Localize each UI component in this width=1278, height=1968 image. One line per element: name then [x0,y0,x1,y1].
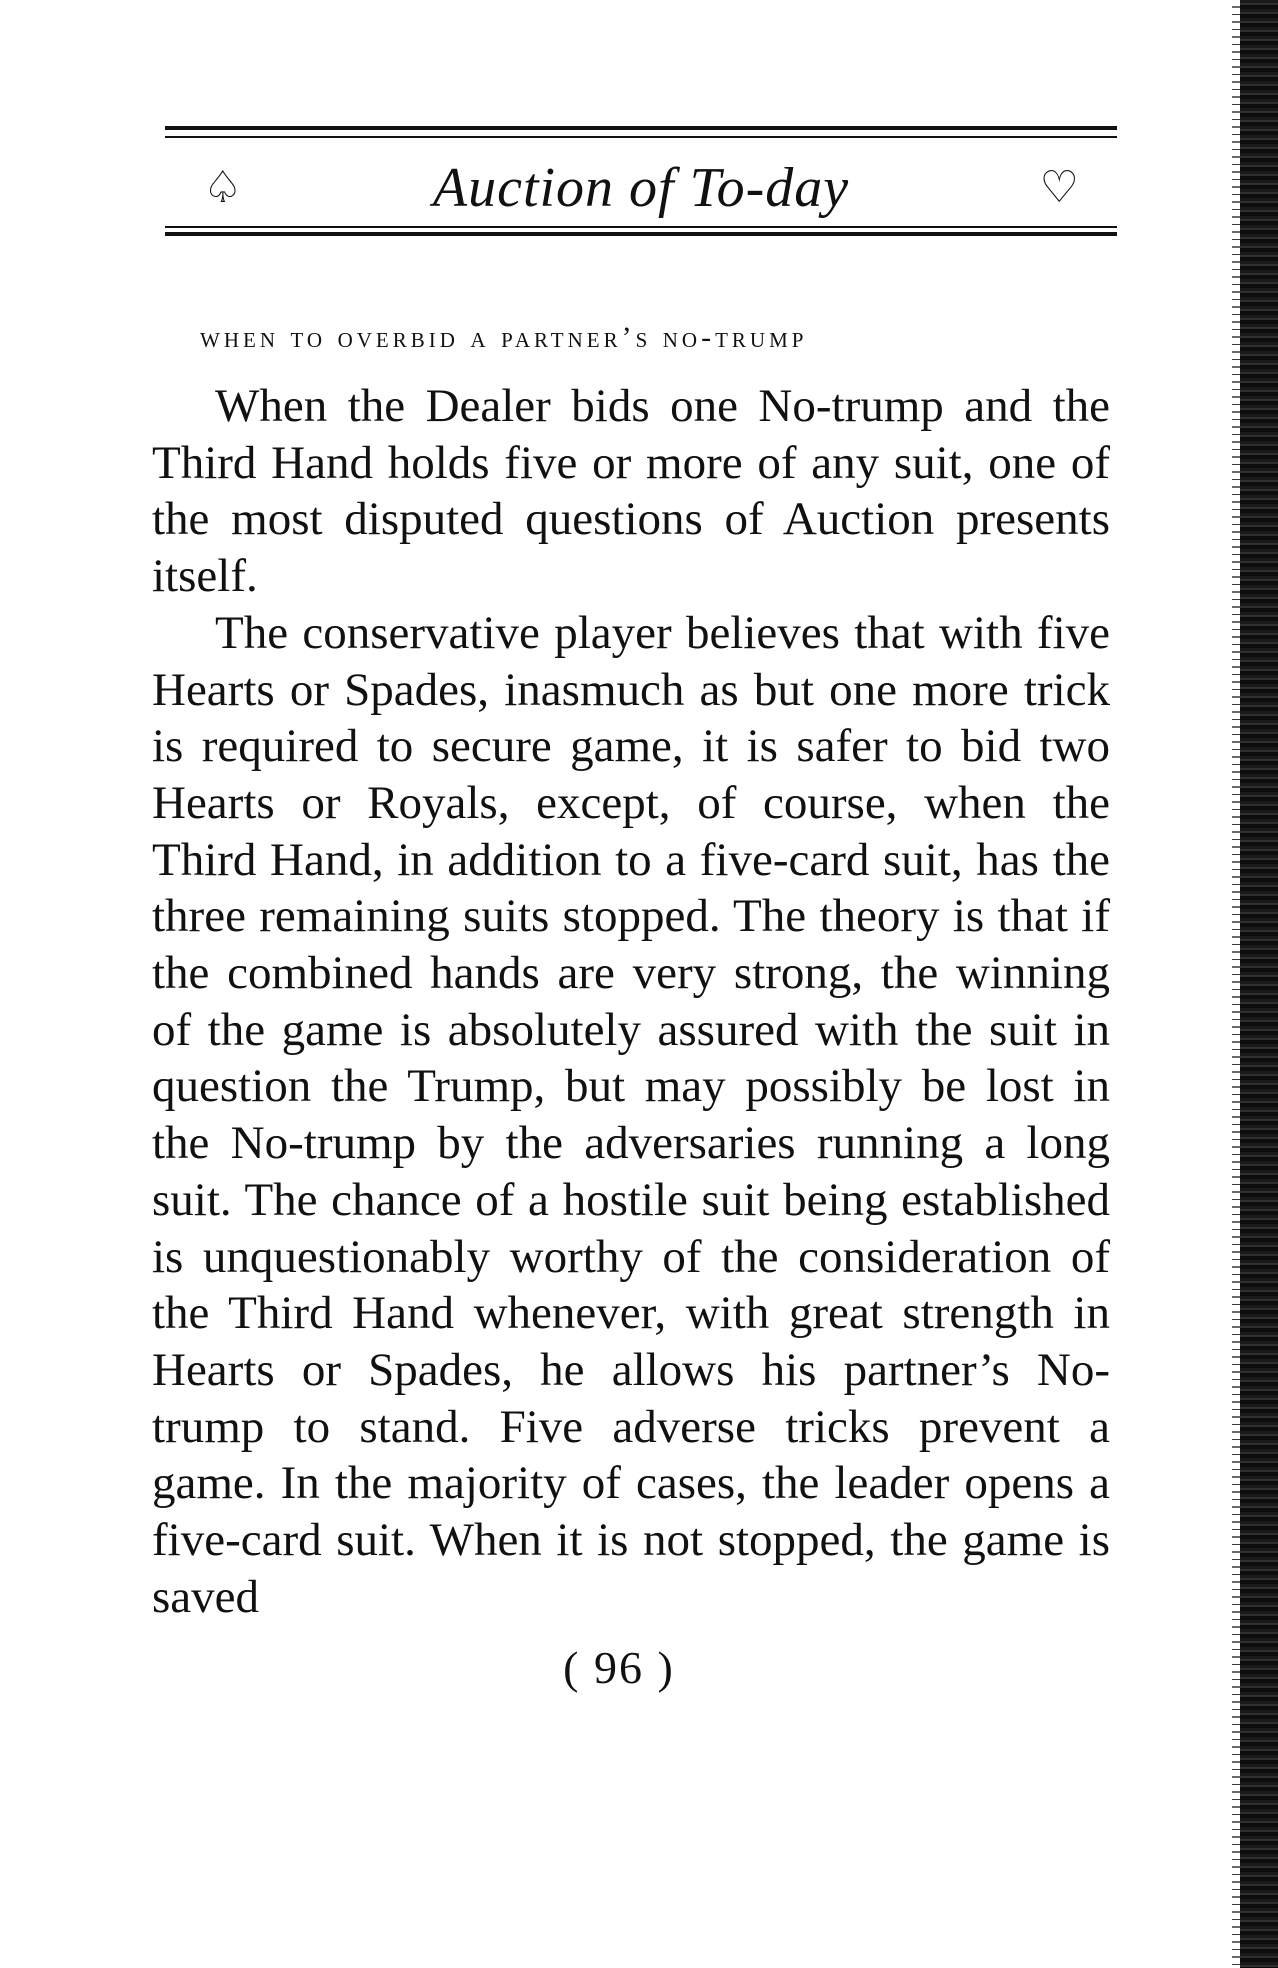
page-number: ( 96 ) [563,1642,675,1693]
section-heading: when to overbid a partner’s no-trump [200,321,808,354]
spade-outline-icon: ♤ [203,162,243,213]
paragraph-2: The conservative player believes that with five Hearts or Spades, inasmuch as but one more trick is required to secure game, it is safer to bid two Hearts or Royals, except, of course, when the Third Hand, in addition to a five-card suit, has the three remaining suits stopped. The theory is that if the combined hands are very strong, the winning of the game is absolutely assured with the suit in question the Trump, but may possibly be lost in the No-trump by the adversaries running a long suit. The chance of a hostile suit being established is unquestionably worthy of the consideration of the Third Hand whenever, with great strength in Hearts or Spades, he allows his partner’s No-trump to stand. Five adverse tricks prevent a game. In the majority of cases, the leader opens a five-card suit. When it is not stopped, the game is saved [152,606,1110,1623]
header-rule-top-thick [165,126,1117,130]
running-header-title: Auction of To-day [432,157,850,219]
paragraph-1: When the Dealer bids one No-trump and the Third Hand holds five or more of any suit, one of the most disputed questions of Auction presents itself. [152,380,1110,603]
body-text [152,378,1110,1625]
heart-outline-icon: ♡ [1039,162,1079,213]
header-rule-bottom-thick [165,232,1117,236]
page-edge-shadow [1238,0,1278,1968]
header-rule-bottom-thin [165,226,1117,228]
header-rule-top-thin [165,136,1117,138]
running-header [165,126,1117,242]
